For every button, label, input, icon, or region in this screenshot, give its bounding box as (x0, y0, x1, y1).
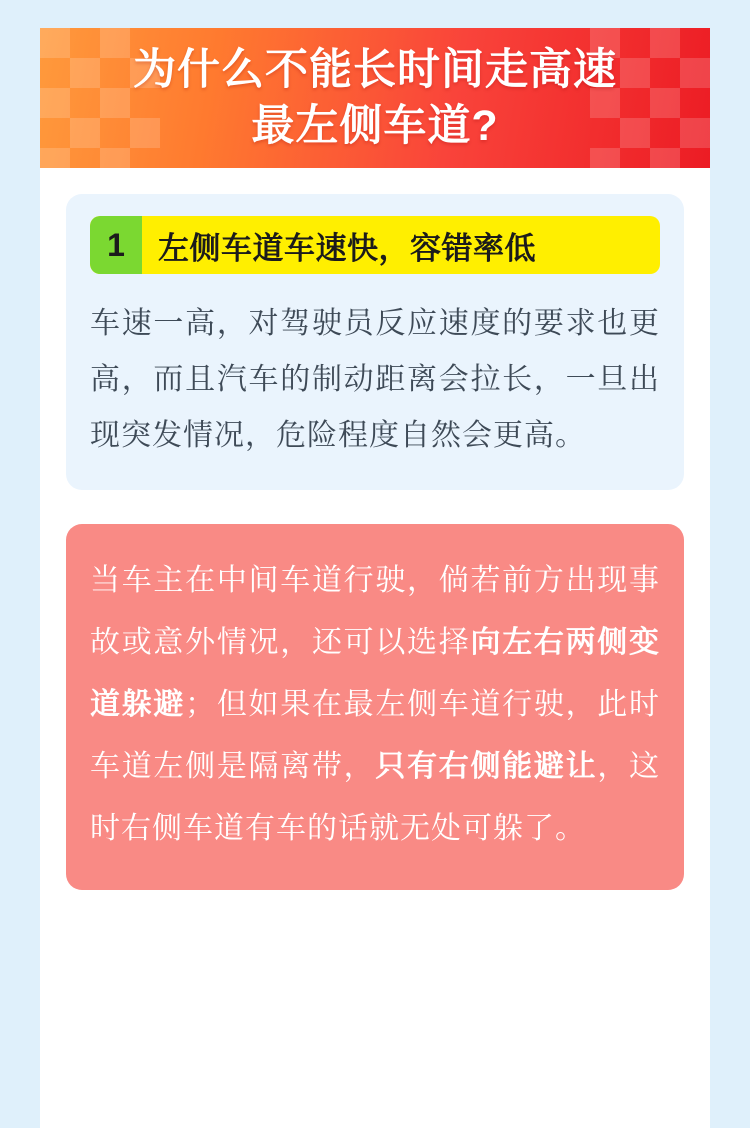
text-run-bold: 只有右侧能避让 (375, 750, 598, 783)
header-banner (40, 28, 710, 168)
section-two (66, 524, 684, 890)
section-number-badge: 1 (90, 216, 142, 274)
section-one (66, 194, 684, 490)
section-one-paragraph: 车速一高，对驾驶员反应速度的要求也更高，而且汽车的制动距离会拉长，一旦出现突发情况，危险程度自然会更高。 (90, 307, 660, 452)
text-run: ；但如果在最左侧车道行驶，此时车道左侧是隔离带， (90, 688, 661, 783)
page-title-line1: 为什么不能长时间走高速 (133, 46, 617, 94)
section-two-paragraph (90, 550, 660, 860)
section-one-heading (90, 216, 660, 274)
text-run-bold: 向左右两侧变道躲避 (90, 626, 661, 721)
article-body (40, 168, 710, 890)
article-card (40, 28, 710, 1128)
section-one-heading-text: 左侧车道车速快，容错率低 (158, 230, 536, 266)
page-title (40, 28, 710, 154)
page-title-line2: 最左侧车道? (251, 102, 499, 150)
text-run: 当车主在中间车道行驶，倘若前方出现事故或意外情况，还可以选择 (90, 564, 660, 659)
text-run: ，这时右侧车道有车的话就无处可躲了。 (90, 750, 661, 845)
